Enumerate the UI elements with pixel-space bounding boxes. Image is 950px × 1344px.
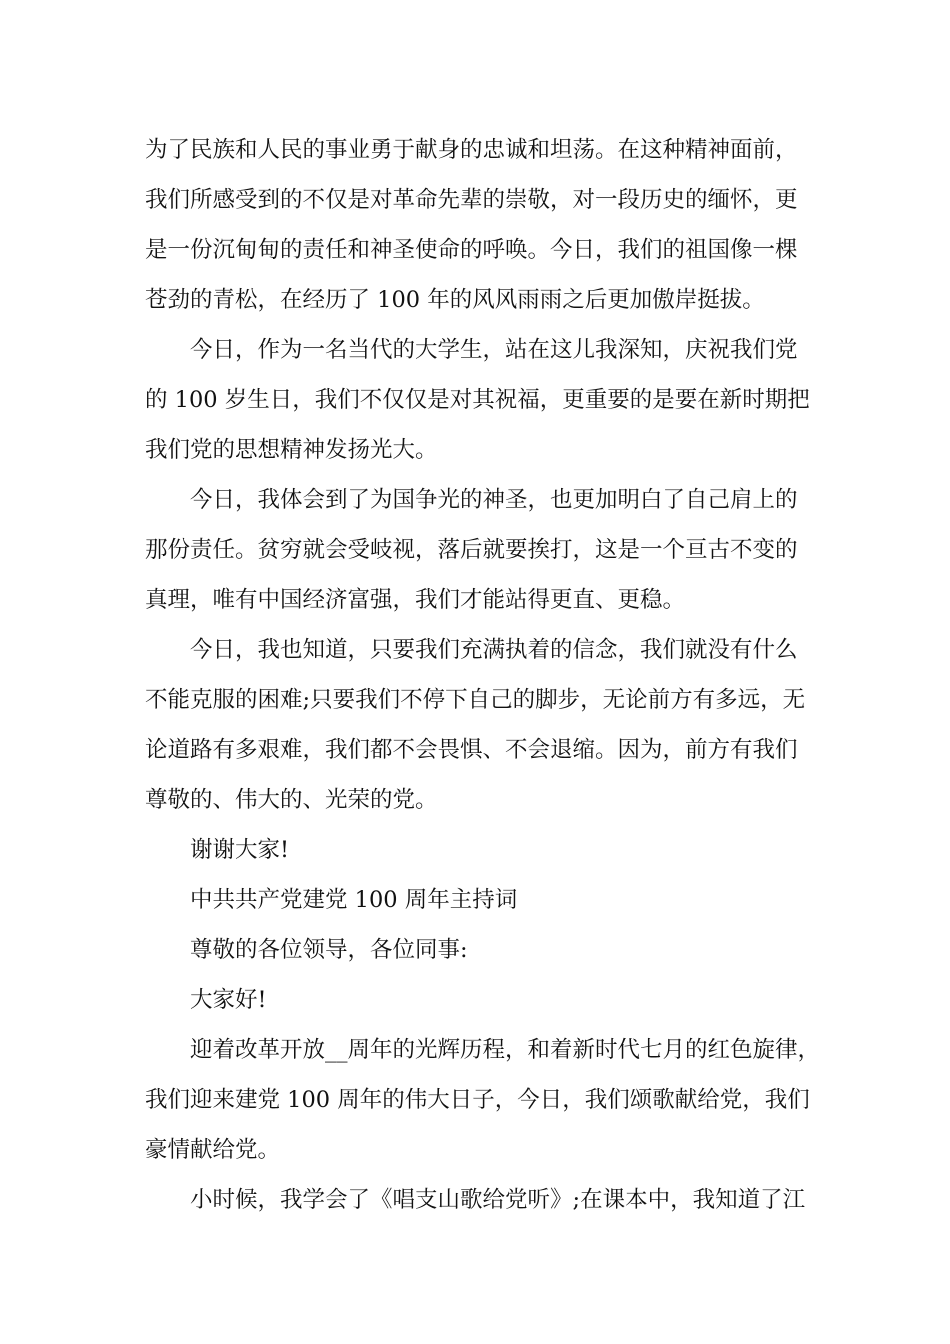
body-text-line: 为了民族和人民的事业勇于献身的忠诚和坦荡。在这种精神面前， — [145, 137, 798, 163]
body-text-line: 是一份沉甸甸的责任和神圣使命的呼唤。今日，我们的祖国像一棵 — [145, 237, 798, 263]
body-text-line: 的 100 岁生日，我们不仅仅是对其祝福，更重要的是要在新时期把 — [145, 387, 810, 413]
body-text-line: 那份责任。贫穷就会受岐视，落后就要挨打，这是一个亘古不变的 — [145, 537, 798, 563]
body-text-line: 不能克服的困难;只要我们不停下自己的脚步，无论前方有多远，无 — [145, 687, 806, 713]
paragraph-first-line: 小时候，我学会了《唱支山歌给党听》;在课本中，我知道了江 — [190, 1187, 806, 1213]
paragraph-first-line: 今日，我也知道，只要我们充满执着的信念，我们就没有什么 — [190, 637, 798, 663]
paragraph-first-line: 迎着改革开放__周年的光辉历程，和着新时代七月的红色旋律， — [190, 1037, 821, 1063]
section-title: 中共共产党建党 100 周年主持词 — [190, 887, 518, 913]
body-text-line: 豪情献给党。 — [145, 1137, 281, 1163]
paragraph-first-line: 今日，作为一名当代的大学生，站在这儿我深知，庆祝我们党 — [190, 337, 798, 363]
closing-line: 谢谢大家! — [190, 837, 290, 863]
body-text-line: 苍劲的青松，在经历了 100 年的风风雨雨之后更加傲岸挺拔。 — [145, 287, 765, 313]
body-text-line: 真理，唯有中国经济富强，我们才能站得更直、更稳。 — [145, 587, 686, 613]
paragraph-first-line: 今日，我体会到了为国争光的神圣，也更加明白了自己肩上的 — [190, 487, 798, 513]
body-text-line: 我们所感受到的不仅是对革命先辈的崇敬，对一段历史的缅怀，更 — [145, 187, 798, 213]
body-text-line: 论道路有多艰难，我们都不会畏惧、不会退缩。因为，前方有我们 — [145, 737, 798, 763]
body-text-line: 尊敬的、伟大的、光荣的党。 — [145, 787, 438, 813]
greeting-line: 大家好! — [190, 987, 267, 1013]
body-text-line: 我们迎来建党 100 周年的伟大日子，今日，我们颂歌献给党，我们 — [145, 1087, 810, 1113]
body-text-line: 我们党的思想精神发扬光大。 — [145, 437, 438, 463]
salutation-line: 尊敬的各位领导，各位同事: — [190, 937, 468, 963]
